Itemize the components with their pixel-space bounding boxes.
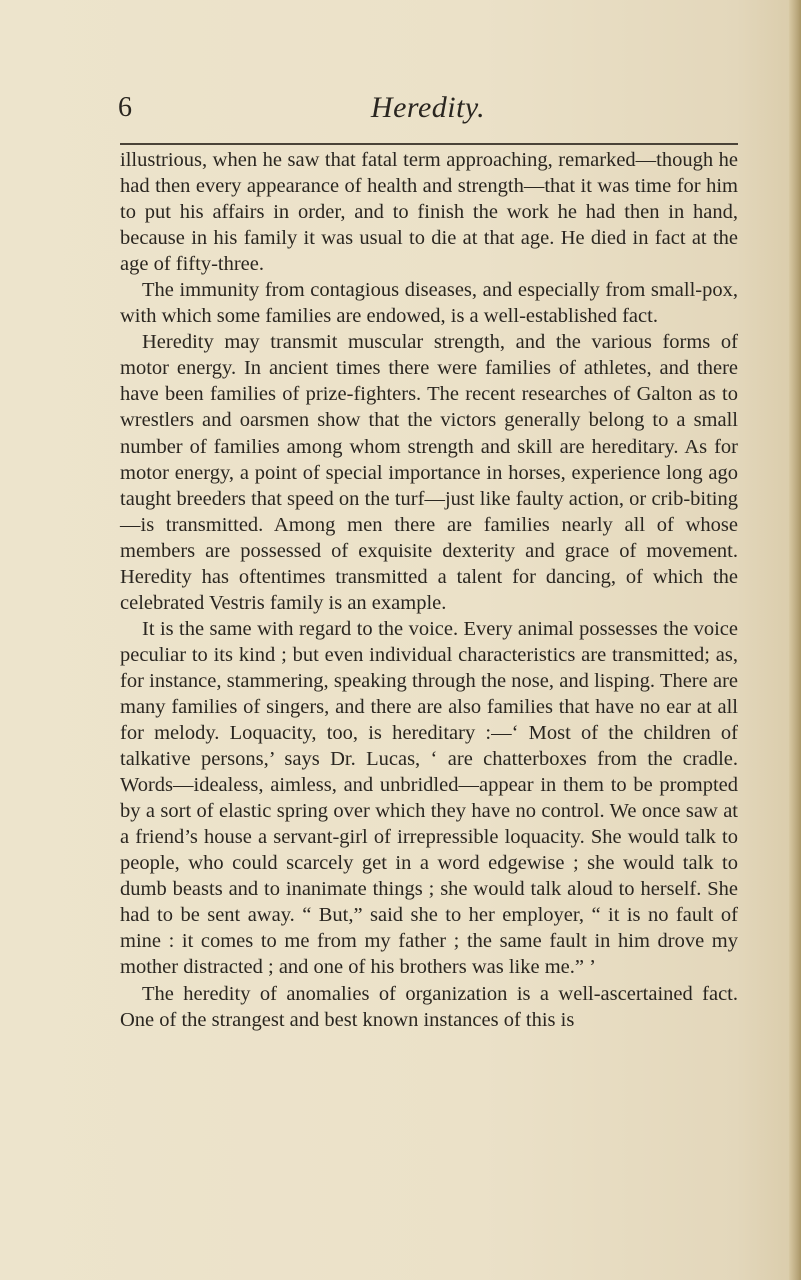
paragraph: illustrious, when he saw that fatal term approaching, remarked—though he had then every appearance of health and strength—that it was time for him to put his affairs in order, and to finish the work he had then in hand, because in his family it was usual to die at that age. He died in fact at the age of fifty-three. (120, 149, 738, 276)
running-title: Heredity. (370, 91, 486, 124)
body-text (120, 147, 738, 1033)
paragraph: The immunity from contagious diseases, and especially from small-pox, with which some families are endowed, is a well-established fact. (120, 279, 738, 328)
paragraph: The heredity of anomalies of organization is a well-ascertained fact. One of the strangest and best known instances of this is (120, 982, 738, 1031)
paragraph: Heredity may transmit muscular strength, and the various forms of motor energy. In ancient times there were families of athletes, and there have been families of prize-fighters. The recent researches of Galton as to wrestlers and oarsmen show that the victors generally belong to a small number of families among whom strength and skill are hereditary. As for motor energy, a point of special importance in horses, experience long ago taught breeders that speed on the turf—just like faulty action, or crib-biting—is transmitted. Among men there are families nearly all of whose members are possessed of exquisite dexterity and grace of movement. Heredity has oftentimes transmitted a talent for dancing, of which the celebrated Vestris family is an example. (120, 331, 738, 614)
header-rule (120, 143, 738, 145)
page-edge (789, 0, 801, 1280)
page-header (118, 92, 738, 136)
page-number: 6 (118, 92, 132, 123)
paragraph: It is the same with regard to the voice. Every animal possesses the voice peculiar to its kind ; but even individual characteristics are transmitted; as, for instance, stammering, speaking through the nose, and lisping. There are many families of singers, and there are also families that have no ear at all for melody. Loquacity, too, is hereditary :—‘ Most of the children of talkative persons,’ says Dr. Lucas, ‘ are chatterboxes from the cradle. Words—idealess, aimless, and unbridled—appear in them to be prompted by a sort of elastic spring over which they have no control. We once saw at a friend’s house a servant-girl of irrepressible loquacity. She would talk to people, who could scarcely get in a word edgewise ; she would talk to dumb beasts and to inanimate things ; she would talk aloud to herself. She had to be sent away. “ But,” said she to her employer, “ it is no fault of mine : it comes to me from my father ; the same fault in him drove my mother distracted ; and one of his brothers was like me.” ’ (120, 617, 738, 979)
